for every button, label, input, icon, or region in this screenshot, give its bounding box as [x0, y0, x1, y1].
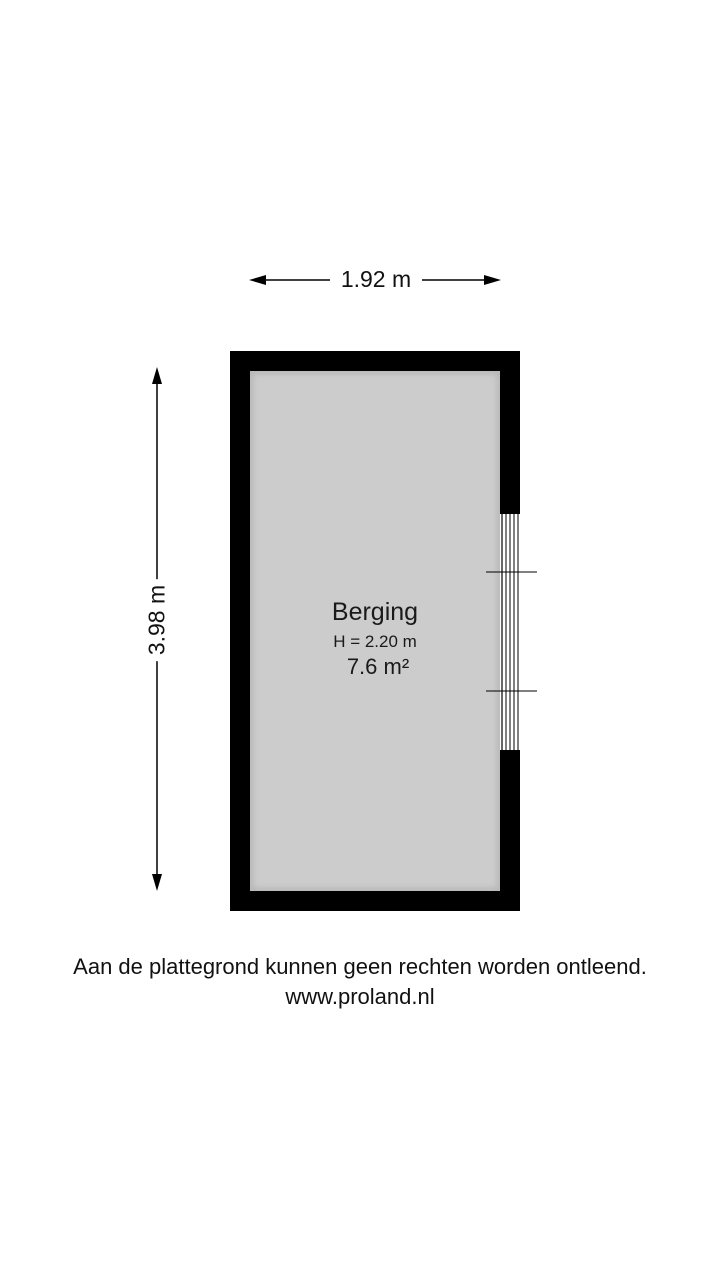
room-ceiling-height: H = 2.20 m: [333, 632, 417, 651]
depth-dimension-label: 3.98 m: [144, 579, 171, 661]
arrow-up-icon: [152, 367, 162, 384]
arrow-left-icon: [249, 275, 266, 285]
room-floor: [250, 371, 500, 891]
room-area: 7.6 m²: [346, 654, 410, 679]
arrow-right-icon: [484, 275, 501, 285]
width-dimension-label: 1.92 m: [330, 266, 422, 293]
arrow-down-icon: [152, 874, 162, 891]
room-name: Berging: [331, 598, 419, 626]
footer: [0, 952, 720, 1012]
website-text: www.proland.nl: [285, 984, 435, 1009]
disclaimer-text: Aan de plattegrond kunnen geen rechten worden ontleend.: [73, 954, 647, 979]
